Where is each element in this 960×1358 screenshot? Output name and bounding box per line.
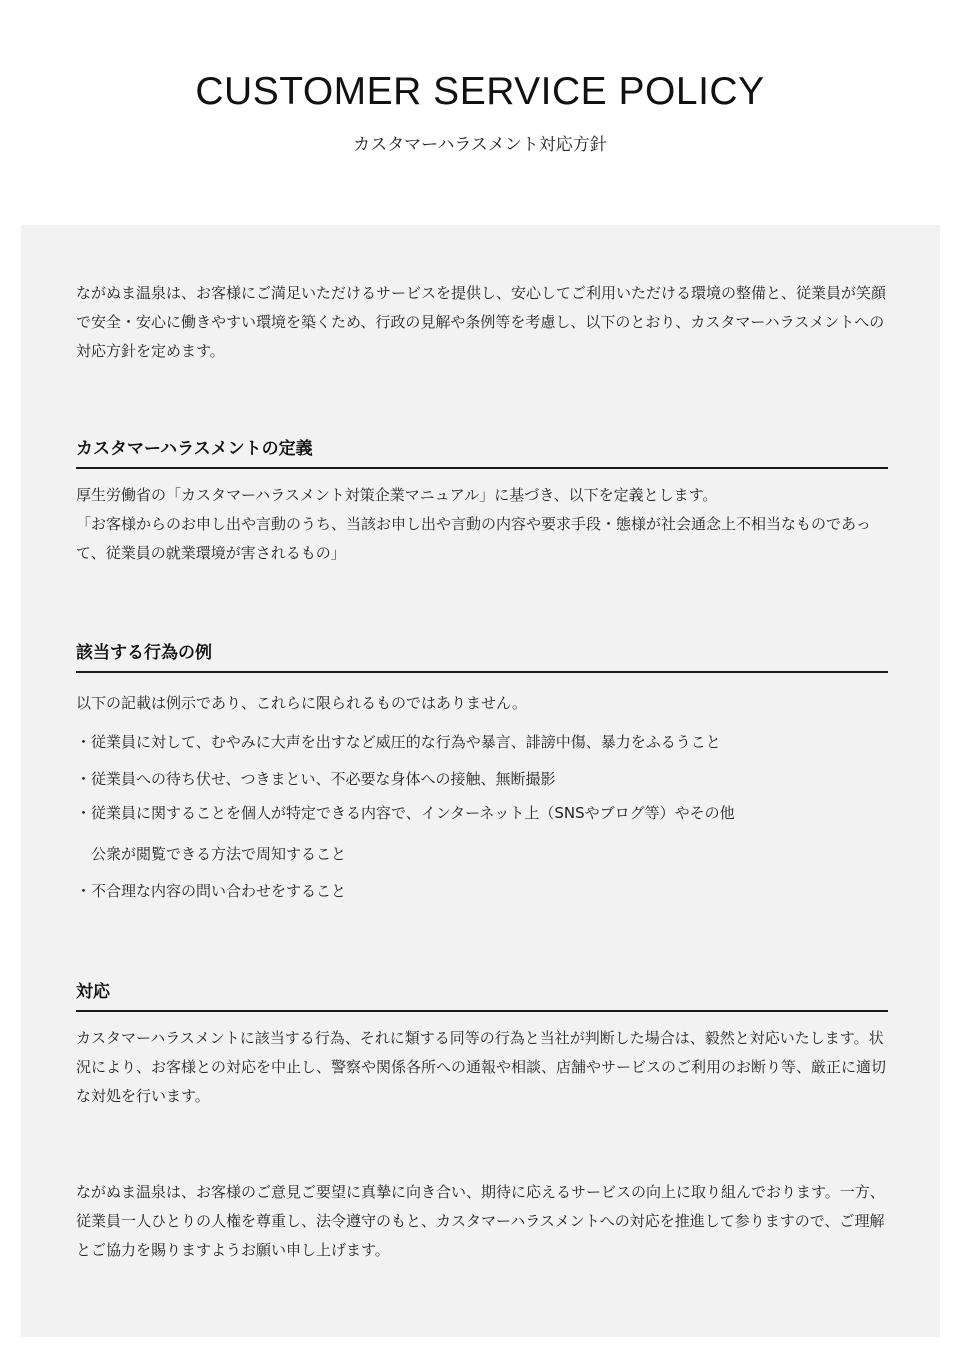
definition-heading: カスタマーハラスメントの定義 <box>76 434 888 469</box>
example-item: ・不合理な内容の問い合わせをすること <box>76 882 347 900</box>
example-item: ・従業員に対して、むやみに大声を出すなど威圧的な行為や暴言、誹謗中傷、暴力をふるうこと <box>76 733 721 751</box>
closing-paragraph: ながぬま温泉は、お客様のご意見ご要望に真摯に向き合い、期待に応えるサービスの向上に取り組んでおります。一方、従業員一人ひとりの人権を尊重し、法令遵守のもと、カスタマーハラスメントへの対応を推進して参りますので、ご理解とご協力を賜りますようお願い申し上げます。 <box>76 1183 885 1259</box>
page-title: CUSTOMER SERVICE POLICY <box>195 70 765 113</box>
response-text: カスタマーハラスメントに該当する行為、それに類する同等の行為と当社が判断した場合は、毅然と対応いたします。状況により、お客様との対応を中止し、警察や関係各所への通報や相談、店舗やサービスのご利用のお断り等、厳正に適切な対処を行います。 <box>76 1029 887 1105</box>
definition-text: 厚生労働省の「カスタマーハラスメント対策企業マニュアル」に基づき、以下を定義とします。 <box>76 486 718 504</box>
page-subtitle: カスタマーハラスメント対応方針 <box>353 135 607 155</box>
response-heading: 対応 <box>76 977 888 1012</box>
intro-paragraph: ながぬま温泉は、お客様にご満足いただけるサービスを提供し、安心してご利用いただける環境の整備と、従業員が笑顔で安全・安心に働きやすい環境を築くため、行政の見解や条例等を考慮し、以下のとおり、カスタマーハラスメントへの対応方針を定めます。 <box>76 284 887 360</box>
example-item-continuation: 公衆が閲覧できる方法で周知すること <box>91 845 347 863</box>
example-item: ・従業員に関することを個人が特定できる内容で、インターネット上（SNSやブログ等）やその他 <box>76 804 735 822</box>
examples-note: 以下の記載は例示であり、これらに限られるものではありません。 <box>76 694 527 712</box>
definition-quote: 「お客様からのお申し出や言動のうち、当該お申し出や言動の内容や要求手段・態様が社会通念上不相当なものであって、従業員の就業環境が害されるもの」 <box>76 515 871 562</box>
example-item: ・従業員への待ち伏せ、つきまとい、不必要な身体への接触、無断撮影 <box>76 770 556 788</box>
examples-heading: 該当する行為の例 <box>76 638 888 673</box>
